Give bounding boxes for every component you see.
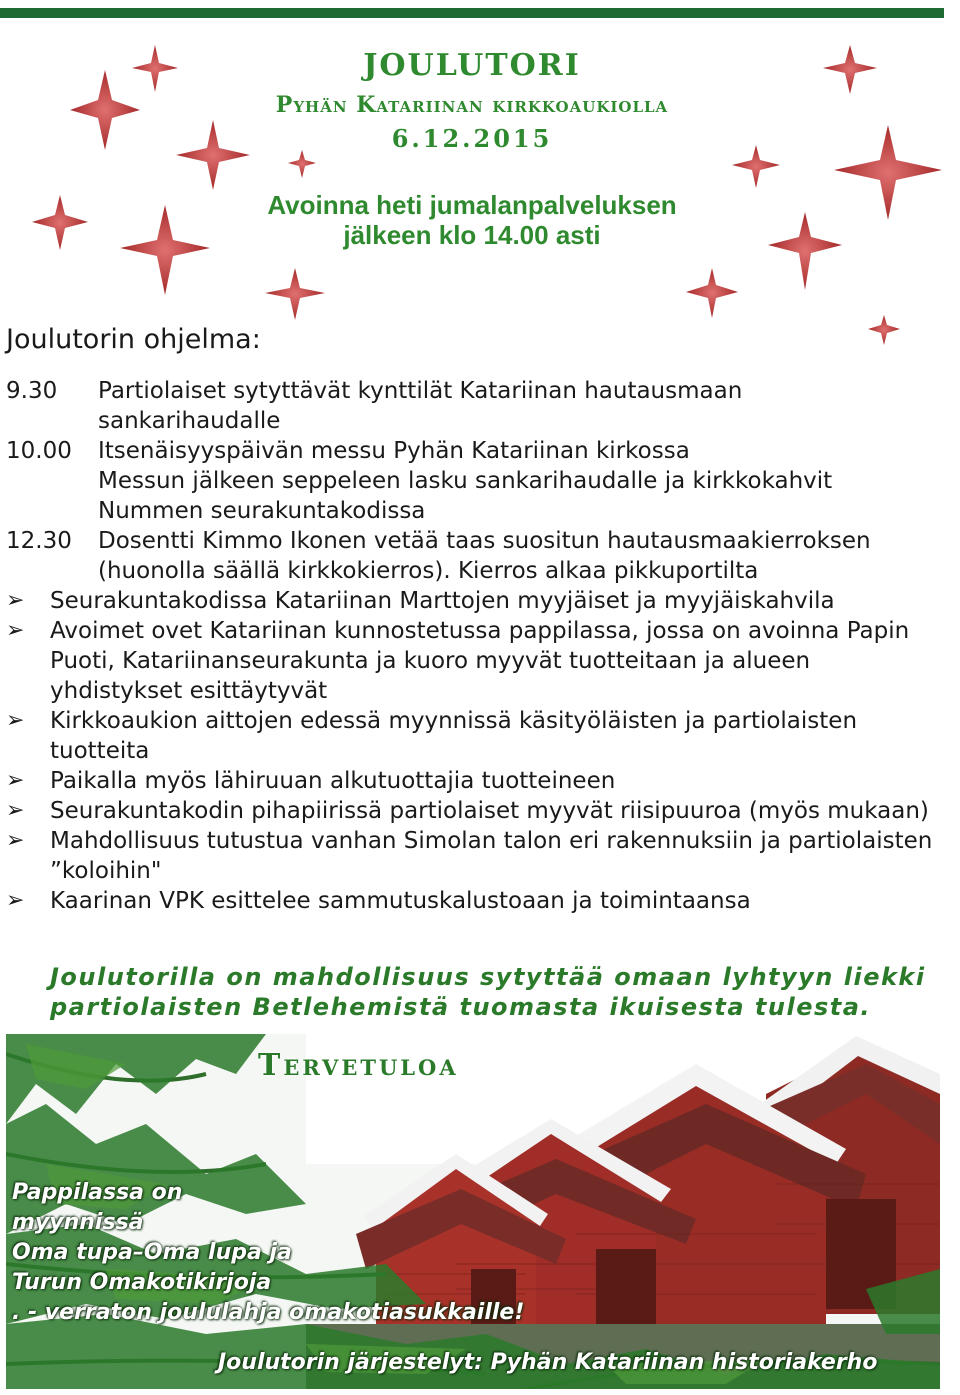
location-subtitle: Pyhän Katariinan kirkkoaukiolla <box>275 92 669 118</box>
schedule-line: Itsenäisyyspäivän messu Pyhän Katariinan kirkossa <box>98 438 690 464</box>
schedule-time: 10.00 <box>6 438 72 464</box>
star-icon <box>288 150 316 178</box>
pappila-note-line: . - verraton joululahja omakotiasukkaille! <box>12 1300 525 1325</box>
program-bullet-list <box>6 586 936 916</box>
list-item <box>6 706 936 766</box>
flame-note <box>50 962 950 1022</box>
list-item-text: Avoimet ovet Katariinan kunnostetussa pappilassa, jossa on avoinna Papin Puoti, Katariinanseurakunta ja kuoro myyvät tuotteitaan ja alueen yhdistykset esittäytyvät <box>50 618 910 704</box>
page-title: JOULUTORI <box>363 48 581 83</box>
opening-hours-line-2: jälkeen klo 14.00 asti <box>343 220 601 250</box>
star-icon <box>686 268 738 318</box>
pappila-note-line: Pappilassa on <box>12 1180 183 1205</box>
event-date: 6.12.2015 <box>391 124 553 153</box>
schedule-time: 12.30 <box>6 528 72 554</box>
list-item-text: Kirkkoaukion aittojen edessä myynnissä käsityöläisten ja partiolaisten tuotteita <box>50 708 858 764</box>
list-item-text: Seurakuntakodissa Katariinan Marttojen myyjäiset ja myyjäiskahvila <box>50 588 835 614</box>
list-item <box>6 766 936 796</box>
pappila-note-line: myynnissä <box>12 1210 144 1235</box>
list-item-text: Kaarinan VPK esittelee sammutuskalustoaan ja toimintaansa <box>50 888 751 914</box>
list-item-text: Mahdollisuus tutustua vanhan Simolan talon eri rakennuksiin ja partiolaisten ”koloihin" <box>50 828 933 884</box>
program-heading: Joulutorin ohjelma: <box>6 324 261 355</box>
arrow-bullet-icon: ➢ <box>6 768 25 793</box>
schedule-line: (huonolla säällä kirkkokierros). Kierros alkaa pikkuportilta <box>98 558 759 584</box>
organizer-credit: Joulutorin järjestelyt: Pyhän Katariinan historiakerho <box>218 1350 878 1375</box>
schedule-time: 9.30 <box>6 378 58 404</box>
arrow-bullet-icon: ➢ <box>6 828 25 853</box>
schedule-line: sankarihaudalle <box>98 408 281 434</box>
arrow-bullet-icon: ➢ <box>6 798 25 823</box>
schedule-list <box>6 376 946 586</box>
pappila-note-line: Turun Omakotikirjoja <box>12 1270 272 1295</box>
schedule-description <box>98 376 946 436</box>
flame-note-line: partiolaisten Betlehemistä tuomasta ikuisesta tulesta. <box>50 993 872 1021</box>
star-icon <box>265 268 325 320</box>
schedule-item <box>6 436 946 526</box>
list-item <box>6 796 936 826</box>
flame-note-line: Joulutorilla on mahdollisuus sytyttää omaan lyhtyyn liekki <box>50 963 926 991</box>
list-item-text: Seurakuntakodin pihapiirissä partiolaiset myyvät riisipuuroa (myös mukaan) <box>50 798 929 824</box>
arrow-bullet-icon: ➢ <box>6 708 25 733</box>
schedule-line: Dosentti Kimmo Ikonen vetää taas suositun hautausmaakierroksen <box>98 528 871 554</box>
pappila-sale-note <box>12 1178 612 1328</box>
schedule-description <box>98 526 946 586</box>
schedule-description <box>98 436 946 526</box>
pappila-note-line: Oma tupa–Oma lupa ja <box>12 1240 292 1265</box>
schedule-line: Partiolaiset sytyttävät kynttilät Katariinan hautausmaan <box>98 378 743 404</box>
arrow-bullet-icon: ➢ <box>6 618 25 643</box>
list-item-text: Paikalla myös lähiruuan alkutuottajia tuotteineen <box>50 768 616 794</box>
schedule-item <box>6 376 946 436</box>
arrow-bullet-icon: ➢ <box>6 588 25 613</box>
welcome-heading: Tervetuloa <box>258 1048 459 1083</box>
list-item <box>6 826 936 886</box>
opening-hours-line-1: Avoinna heti jumalanpalveluksen <box>267 190 677 220</box>
list-item <box>6 586 936 616</box>
list-item <box>6 886 936 916</box>
list-item <box>6 616 936 706</box>
star-icon <box>868 315 900 345</box>
schedule-line: Nummen seurakuntakodissa <box>98 498 426 524</box>
schedule-item <box>6 526 946 586</box>
schedule-line: Messun jälkeen seppeleen lasku sankarihaudalle ja kirkkokahvit <box>98 468 833 494</box>
arrow-bullet-icon: ➢ <box>6 888 25 913</box>
